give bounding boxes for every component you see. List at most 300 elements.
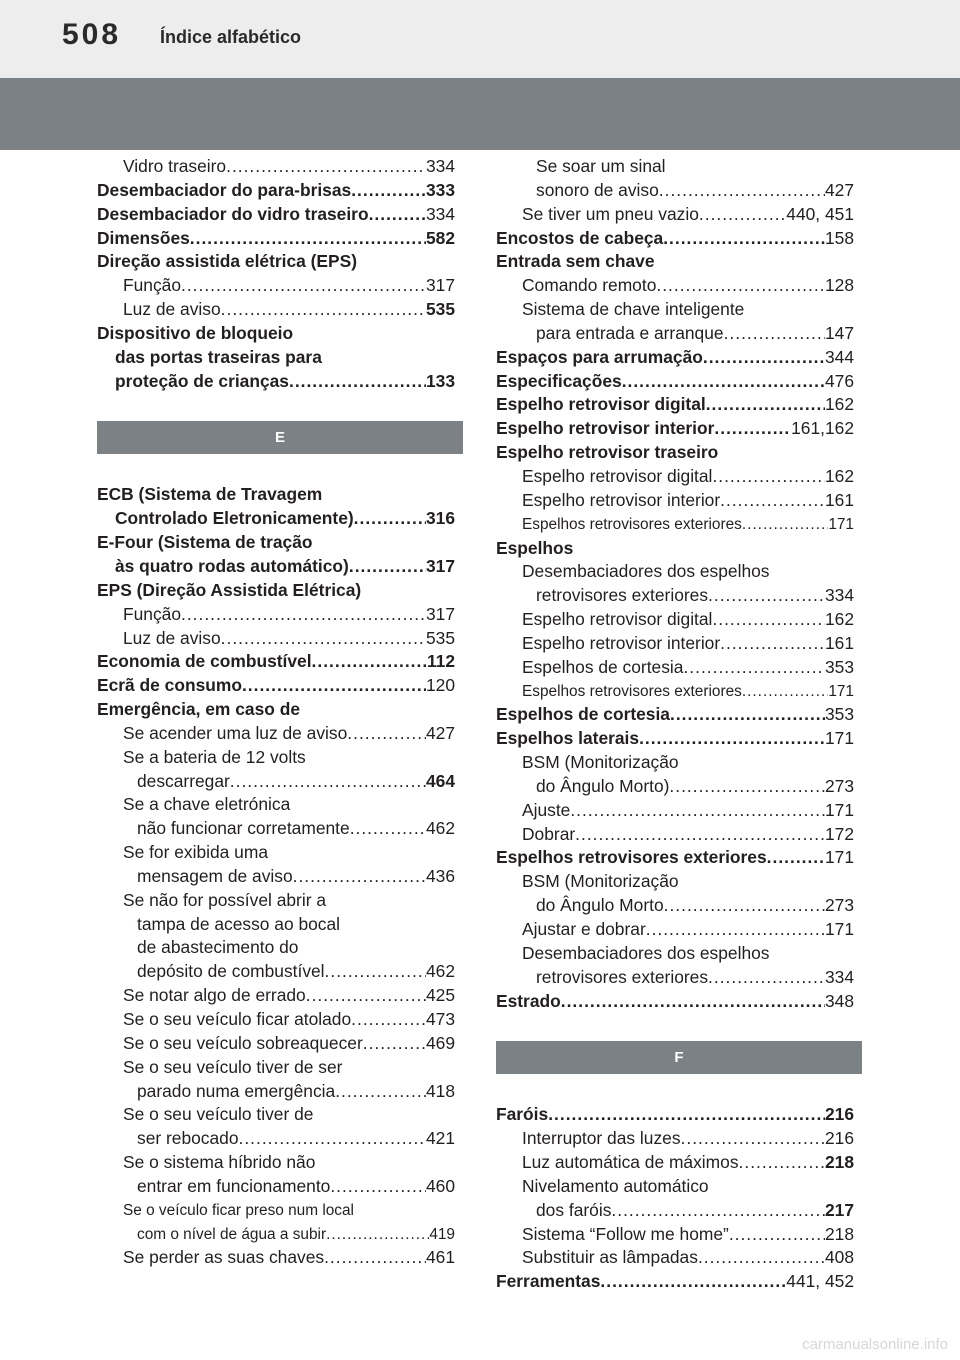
index-entry-page[interactable]: 161,162 [791, 418, 854, 439]
index-entry-page[interactable]: 128 [824, 275, 854, 296]
dot-leader [181, 603, 426, 627]
index-entry [496, 513, 854, 537]
index-entry-text: Encostos de cabeça [496, 227, 664, 248]
index-entry-text: com o nível de água a subir [137, 1225, 327, 1243]
index-entry-text: Se não for possível abrir a [123, 889, 326, 910]
dot-leader [561, 990, 825, 1014]
index-entry [496, 1151, 854, 1175]
index-entry [496, 489, 854, 513]
dot-leader [656, 274, 825, 298]
index-entry-page[interactable]: 171 [824, 919, 854, 939]
dot-leader [739, 1151, 825, 1175]
index-entry-text: Se o veículo ficar preso num local [123, 1201, 354, 1219]
index-entry [97, 650, 455, 674]
dot-leader [575, 823, 825, 847]
index-entry [97, 155, 455, 179]
letter-section-label: E [274, 429, 285, 447]
index-entry-page[interactable]: 334 [824, 585, 854, 606]
index-entry-page[interactable]: 171 [824, 799, 854, 820]
index-entry-page[interactable]: 158 [824, 227, 854, 248]
dot-leader [221, 298, 426, 322]
dot-leader [698, 1246, 825, 1270]
index-entry-page[interactable]: 273 [824, 895, 854, 916]
dot-leader [729, 1223, 825, 1247]
index-entry-page[interactable]: 353 [824, 656, 854, 677]
index-entry-page[interactable]: 162 [824, 394, 854, 415]
index-entry-page[interactable]: 171 [828, 515, 854, 533]
dot-leader [306, 984, 426, 1008]
index-entry [496, 227, 854, 251]
dot-leader [708, 966, 825, 990]
index-entry-page[interactable]: 218 [824, 1223, 854, 1244]
index-entry-text: Se o seu veículo ficar atolado [123, 1009, 352, 1029]
index-entry [97, 1175, 455, 1199]
index-entry [97, 936, 455, 960]
index-entry-text: ECB (Sistema de Travagem [97, 484, 323, 505]
dot-leader [226, 155, 426, 179]
index-entry [97, 227, 455, 251]
index-entry-text: Função [123, 603, 182, 624]
dot-leader [714, 417, 791, 441]
index-entry-text: Comando remoto [522, 275, 657, 296]
index-entry-page[interactable]: 353 [824, 704, 854, 725]
index-entry [97, 179, 455, 203]
index-entry-text: Sistema “Follow me home” [522, 1223, 729, 1244]
index-entry [496, 966, 854, 990]
index-entry-page[interactable]: 440, 451 [786, 203, 854, 224]
index-entry [97, 722, 455, 746]
index-entry-text: Espelho retrovisor interior [522, 489, 721, 510]
index-entry-page[interactable]: 427 [824, 179, 854, 200]
dot-leader [326, 1223, 429, 1247]
dot-leader [351, 179, 426, 203]
index-entry [97, 1127, 455, 1151]
index-entry [496, 1246, 854, 1270]
index-entry [97, 203, 455, 227]
index-entry-text: Espelhos retrovisores exteriores [522, 515, 742, 533]
index-entry-text: Desembaciador do para-brisas [97, 179, 352, 200]
index-entry [97, 1080, 455, 1104]
index-entry-text: Espelhos laterais [496, 728, 640, 749]
index-entry [97, 274, 455, 298]
index-entry [496, 370, 854, 394]
index-entry-page[interactable]: 441, 452 [786, 1271, 854, 1292]
index-entry-text: depósito de combustível [137, 961, 325, 982]
index-entry [496, 870, 854, 894]
index-entry-page[interactable]: 133 [425, 370, 455, 391]
index-entry-page[interactable]: 162 [824, 609, 854, 630]
index-entry-text: Substituir as lâmpadas [522, 1247, 698, 1268]
index-entry-page[interactable]: 476 [824, 370, 854, 391]
index-entry [496, 1127, 854, 1151]
index-entry-text: Se acender uma luz de aviso [123, 722, 348, 743]
index-entry-page[interactable]: 419 [429, 1225, 455, 1243]
letter-section-header [496, 1041, 862, 1074]
dot-leader [369, 203, 426, 227]
index-entry-text: Vidro traseiro [123, 156, 227, 176]
dot-leader [683, 656, 825, 680]
index-entry [97, 1223, 455, 1247]
index-entry [97, 746, 455, 770]
dot-leader [639, 727, 825, 751]
dot-leader [724, 322, 825, 346]
index-entry-text: Espelhos de cortesia [522, 656, 684, 677]
index-entry-text: Controlado Eletronicamente) [115, 508, 354, 529]
index-entry-page[interactable]: 112 [426, 651, 455, 672]
dot-leader [363, 1032, 426, 1056]
dot-leader [669, 775, 825, 799]
index-entry [496, 632, 854, 656]
index-column-right [496, 155, 854, 1294]
index-entry [97, 555, 455, 579]
dot-leader [703, 346, 825, 370]
index-entry-page[interactable]: 535 [425, 627, 455, 648]
index-entry-page[interactable]: 469 [425, 1032, 455, 1053]
index-entry [97, 1056, 455, 1080]
index-entry [97, 984, 455, 1008]
index-entry-text: de abastecimento do [137, 937, 299, 958]
index-entry-page[interactable]: 460 [425, 1175, 455, 1196]
index-entry-page[interactable]: 317 [425, 555, 455, 576]
index-entry-page[interactable]: 427 [425, 722, 455, 743]
index-entry-text: Desembaciadores dos espelhos [522, 561, 770, 582]
section-title: Índice alfabético [160, 27, 302, 47]
index-entry-page[interactable]: 161 [824, 489, 854, 510]
index-entry-page[interactable]: 334 [824, 966, 854, 987]
index-entry-text: EPS (Direção Assistida Elétrica) [97, 579, 362, 600]
index-entry [97, 793, 455, 817]
index-entry-page[interactable]: 273 [824, 775, 854, 796]
letter-section-label: F [674, 1048, 684, 1066]
index-entry-text: parado numa emergência [137, 1080, 336, 1101]
index-entry-text: Função [123, 275, 182, 296]
index-entry [496, 417, 854, 441]
index-entry-text: Nivelamento automático [522, 1175, 709, 1196]
index-entry-page[interactable]: 535 [425, 299, 455, 320]
index-entry [97, 913, 455, 937]
letter-section-header [97, 421, 463, 454]
index-entry-page[interactable]: 418 [425, 1080, 455, 1101]
page-number: 508 [62, 18, 122, 51]
dot-leader [230, 770, 426, 794]
dot-leader [646, 918, 825, 942]
index-entry-text: Luz de aviso [123, 627, 221, 648]
index-entry [496, 680, 854, 704]
dot-leader [622, 370, 825, 394]
index-entry-text: das portas traseiras para [115, 346, 322, 367]
dot-leader [181, 274, 426, 298]
dot-leader [570, 799, 825, 823]
index-entry [97, 298, 455, 322]
index-entry-page[interactable]: 334 [425, 156, 455, 176]
dot-leader [712, 465, 825, 489]
index-entry-text: não funcionar corretamente [137, 818, 350, 839]
dot-leader [600, 1270, 786, 1294]
index-entry-text: Espelho retrovisor digital [522, 465, 713, 486]
header-banner [0, 78, 960, 150]
dot-leader [242, 674, 426, 698]
index-entry-page[interactable]: 436 [425, 865, 455, 886]
index-entry [496, 608, 854, 632]
index-entry-text: Luz automática de máximos [522, 1152, 739, 1173]
index-entry-page[interactable]: 317 [425, 603, 455, 624]
index-entry-text: Espelho retrovisor interior [496, 418, 715, 439]
dot-leader [351, 1008, 426, 1032]
dot-leader [708, 584, 825, 608]
index-entry [496, 179, 854, 203]
index-entry [97, 889, 455, 913]
index-column-left [97, 155, 455, 1270]
dot-leader [767, 846, 825, 870]
dot-leader [664, 894, 825, 918]
dot-leader [325, 960, 426, 984]
index-entry [97, 865, 455, 889]
index-entry-page[interactable]: 216 [824, 1128, 854, 1149]
index-entry [496, 584, 854, 608]
index-entry-text: Especificações [496, 370, 622, 391]
index-entry [496, 727, 854, 751]
index-entry-page[interactable]: 464 [425, 770, 455, 791]
index-entry [496, 537, 854, 561]
index-entry [97, 1246, 455, 1270]
index-entry-page[interactable]: 171 [824, 728, 854, 749]
index-entry-text: Espelhos retrovisores exteriores [522, 682, 742, 700]
index-entry [97, 1151, 455, 1175]
index-entry-page[interactable]: 171 [824, 847, 854, 868]
index-entry-text: Espelho retrovisor digital [496, 394, 706, 415]
index-entry [496, 823, 854, 847]
index-entry-text: Ecrã de consumo [97, 675, 242, 696]
index-entry-text: retrovisores exteriores [536, 585, 709, 606]
index-entry-text: Estrado [496, 990, 561, 1011]
dot-leader [330, 1175, 426, 1199]
index-entry [496, 703, 854, 727]
index-entry-text: Se soar um sinal [536, 156, 666, 176]
index-entry [97, 770, 455, 794]
index-entry-text: Faróis [496, 1104, 549, 1125]
index-entry-text: E-Four (Sistema de tração [97, 532, 313, 553]
index-entry-text: Interruptor das luzes [522, 1128, 681, 1149]
index-entry [496, 894, 854, 918]
index-entry-page[interactable]: 408 [824, 1247, 854, 1268]
index-entry-text: Se a chave eletrónica [123, 794, 291, 815]
index-entry-text: Se for exibida uma [123, 842, 269, 863]
index-entry [97, 960, 455, 984]
index-entry [496, 990, 854, 1014]
index-entry-page[interactable]: 333 [425, 179, 455, 200]
dot-leader [239, 1127, 426, 1151]
dot-leader [670, 703, 825, 727]
index-entry-page[interactable]: 344 [824, 346, 854, 367]
dot-leader [706, 393, 825, 417]
index-entry-text: Se o sistema híbrido não [123, 1152, 316, 1173]
dot-leader [742, 680, 828, 704]
dot-leader [221, 627, 426, 651]
index-entry-text: BSM (Monitorização [522, 752, 679, 773]
index-entry-text: descarregar [137, 770, 230, 791]
index-entry [97, 1008, 455, 1032]
watermark: carmanualsonline.info [802, 1336, 948, 1353]
index-entry [97, 322, 455, 346]
index-entry-text: entrar em funcionamento [137, 1175, 331, 1196]
index-entry [97, 603, 455, 627]
index-entry-text: Entrada sem chave [496, 251, 655, 272]
index-entry [97, 674, 455, 698]
dot-leader [548, 1103, 825, 1127]
index-entry [496, 1175, 854, 1199]
index-entry-text: Dimensões [97, 227, 190, 248]
index-entry-text: Espelho retrovisor traseiro [496, 442, 719, 463]
index-entry [496, 274, 854, 298]
index-entry-page[interactable]: 473 [425, 1009, 455, 1029]
dot-leader [681, 1127, 825, 1151]
index-entry [496, 656, 854, 680]
index-entry-page[interactable]: 462 [425, 961, 455, 982]
index-entry-page[interactable]: 461 [425, 1247, 455, 1268]
index-entry [97, 1199, 455, 1223]
index-entry-text: Ajuste [522, 799, 571, 820]
index-entry-text: Dispositivo de bloqueio [97, 322, 294, 343]
index-entry [496, 918, 854, 942]
dot-leader [659, 179, 825, 203]
index-entry [496, 346, 854, 370]
index-entry [97, 841, 455, 865]
index-entry [496, 1199, 854, 1223]
index-entry-page[interactable]: 316 [425, 508, 455, 529]
index-entry-text: Espelhos retrovisores exteriores [496, 847, 767, 868]
dot-leader [712, 608, 825, 632]
index-entry-page[interactable]: 172 [824, 823, 854, 844]
index-entry-text: Desembaciadores dos espelhos [522, 942, 770, 963]
index-entry [496, 393, 854, 417]
index-entry-text: Luz de aviso [123, 299, 221, 320]
index-entry-page[interactable]: 216 [824, 1104, 854, 1125]
index-entry [496, 1223, 854, 1247]
index-entry [97, 579, 455, 603]
index-entry [97, 817, 455, 841]
index-entry-text: Espelho retrovisor digital [522, 609, 713, 630]
dot-leader [350, 817, 426, 841]
index-entry-page[interactable]: 217 [824, 1199, 854, 1220]
index-entry [496, 846, 854, 870]
index-entry-text: Se tiver um pneu vazio [522, 203, 699, 224]
dot-leader [289, 370, 426, 394]
index-entry [496, 322, 854, 346]
dot-leader [347, 722, 426, 746]
index-entry [97, 507, 455, 531]
index-entry-page[interactable]: 582 [425, 227, 455, 248]
index-entry-text: ser rebocado [137, 1128, 239, 1149]
index-entry-text: Ajustar e dobrar [522, 919, 646, 939]
index-entry-text: Se o seu veículo tiver de ser [123, 1056, 343, 1077]
index-entry-page[interactable]: 334 [425, 203, 455, 224]
index-entry-text: tampa de acesso ao bocal [137, 913, 341, 934]
index-entry-text: do Ângulo Morto [536, 895, 664, 916]
index-entry-text: Se notar algo de errado [123, 985, 306, 1006]
index-entry-page[interactable]: 161 [824, 632, 854, 653]
index-entry-text: Espaços para arrumação [496, 346, 703, 367]
index-entry-page[interactable]: 120 [425, 675, 455, 696]
index-entry-page[interactable]: 317 [425, 275, 455, 296]
index-entry-text: Dobrar [522, 823, 576, 844]
index-entry-text: Desembaciador do vidro traseiro [97, 203, 369, 224]
dot-leader [699, 203, 786, 227]
index-entry [97, 531, 455, 555]
dot-leader [742, 513, 828, 537]
dot-leader [720, 632, 825, 656]
dot-leader [312, 650, 427, 674]
index-entry-text: Espelho retrovisor interior [522, 632, 721, 653]
dot-leader [720, 489, 825, 513]
index-entry [97, 346, 455, 370]
index-entry [496, 560, 854, 584]
dot-leader [190, 227, 426, 251]
index-entry-text: às quatro rodas automático) [115, 555, 349, 576]
index-entry-text: dos faróis [536, 1199, 612, 1220]
dot-leader [611, 1199, 825, 1223]
dot-leader [663, 227, 825, 251]
index-entry-text: Ferramentas [496, 1271, 601, 1292]
index-entry [97, 627, 455, 651]
dot-leader [349, 555, 426, 579]
index-entry [496, 298, 854, 322]
index-entry-text: BSM (Monitorização [522, 871, 679, 892]
index-entry-text: Sistema de chave inteligente [522, 299, 745, 320]
index-entry [496, 1270, 854, 1294]
index-entry [496, 155, 854, 179]
index-entry [496, 1103, 854, 1127]
dot-leader [324, 1246, 426, 1270]
index-entry-page[interactable]: 171 [828, 682, 854, 700]
index-entry [97, 250, 455, 274]
index-entry-text: Se o seu veículo sobreaquecer [123, 1032, 363, 1053]
index-entry [496, 203, 854, 227]
index-entry-text: sonoro de aviso [536, 179, 659, 200]
dot-leader [354, 507, 426, 531]
index-entry [496, 250, 854, 274]
index-entry [97, 1032, 455, 1056]
index-entry-text: do Ângulo Morto) [536, 775, 670, 796]
index-entry-text: proteção de crianças [115, 370, 289, 391]
index-entry [496, 942, 854, 966]
index-entry-page[interactable]: 421 [425, 1128, 455, 1149]
index-entry [97, 698, 455, 722]
index-entry-text: Se a bateria de 12 volts [123, 746, 306, 767]
dot-leader [293, 865, 426, 889]
index-entry-text: Se perder as suas chaves [123, 1247, 325, 1268]
index-entry-text: Se o seu veículo tiver de [123, 1104, 314, 1125]
index-entry-page[interactable]: 147 [824, 322, 854, 343]
index-entry [496, 751, 854, 775]
index-entry-text: retrovisores exteriores [536, 966, 709, 987]
index-entry-text: Direção assistida elétrica (EPS) [97, 251, 358, 272]
index-entry-text: Espelhos de cortesia [496, 704, 670, 725]
index-entry-text: Espelhos [496, 537, 574, 558]
index-entry-page[interactable]: 348 [824, 990, 854, 1011]
index-entry-page[interactable]: 425 [425, 985, 455, 1006]
index-entry [97, 370, 455, 394]
index-entry [97, 1103, 455, 1127]
index-entry-page[interactable]: 462 [425, 818, 455, 839]
index-entry-text: Emergência, em caso de [97, 699, 300, 720]
index-entry-text: Economia de combustível [97, 651, 312, 672]
dot-leader [335, 1080, 426, 1104]
index-entry [496, 775, 854, 799]
index-entry-page[interactable]: 218 [824, 1152, 854, 1173]
index-entry [97, 483, 455, 507]
index-entry [496, 465, 854, 489]
index-entry-page[interactable]: 162 [824, 465, 854, 486]
